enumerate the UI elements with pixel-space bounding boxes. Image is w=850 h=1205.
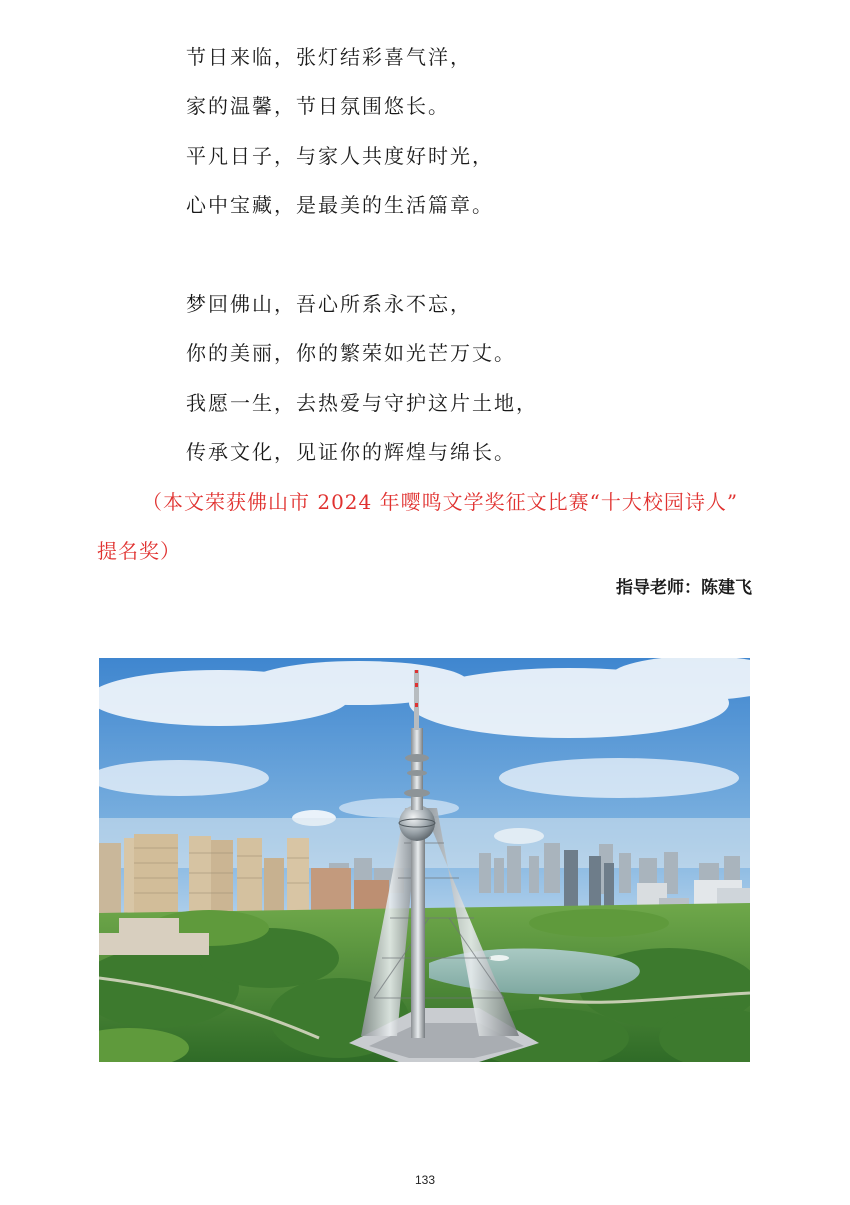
- page-number: 133: [414, 1173, 436, 1187]
- award-note-line-2: 提名奖）: [97, 539, 181, 563]
- advisor-credit: 指导老师：陈建飞: [616, 578, 752, 598]
- award-note-line-1: （本文荣获佛山市 2024 年嘤鸣文学奖征文比赛“十大校园诗人”: [142, 490, 739, 514]
- poem-line: 传承文化，见证你的辉煌与绵长。: [186, 440, 516, 464]
- poem-line: 平凡日子，与家人共度好时光，: [186, 144, 494, 168]
- poem-line: 我愿一生，去热爱与守护这片土地，: [186, 391, 538, 415]
- foshan-tower-photo: [99, 658, 750, 1062]
- poem-line: 家的温馨，节日氛围悠长。: [186, 94, 450, 118]
- poem-line: 梦回佛山，吾心所系永不忘，: [186, 292, 472, 316]
- poem-line: 节日来临，张灯结彩喜气洋，: [186, 45, 472, 69]
- poem-line: 心中宝藏，是最美的生活篇章。: [186, 193, 494, 217]
- poem-line: 你的美丽，你的繁荣如光芒万丈。: [186, 341, 516, 365]
